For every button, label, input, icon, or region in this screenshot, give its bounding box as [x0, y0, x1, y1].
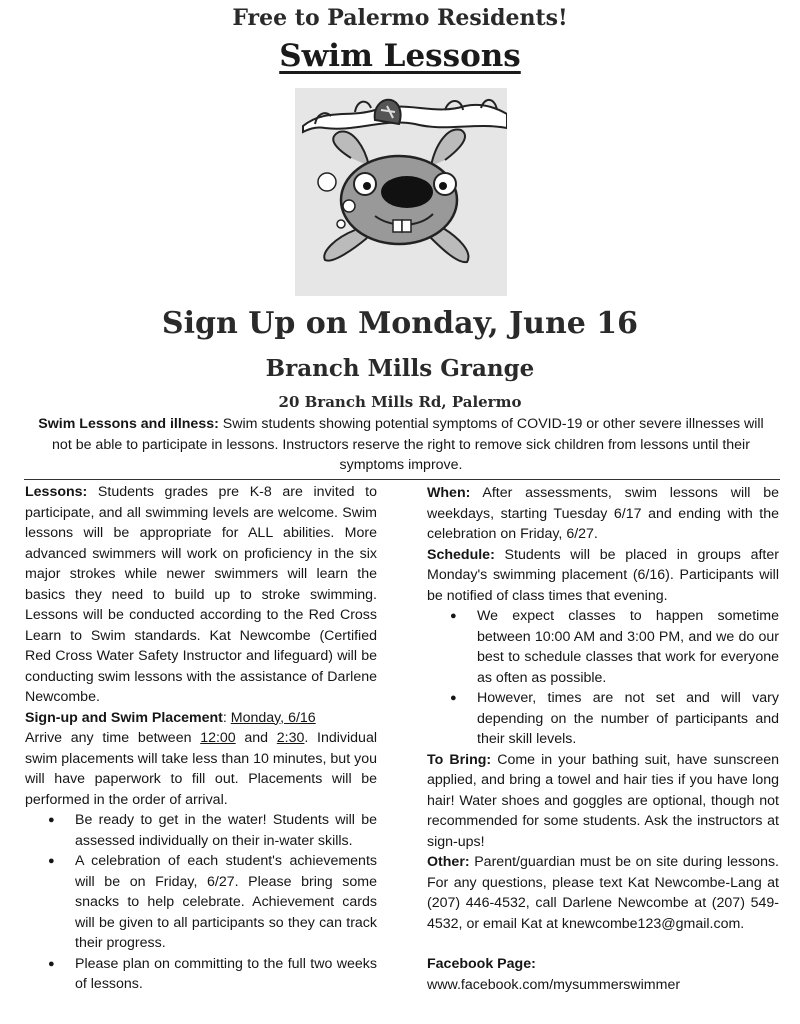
- facebook-url: www.facebook.com/mysummerswimmer: [427, 976, 681, 993]
- when-text: After assessments, swim lessons will be weekdays, starting Tuesday 6/17 and ending with the celebration on Friday, 6/27.: [427, 485, 779, 542]
- venue-name: Branch Mills Grange: [265, 355, 535, 382]
- spacer: [427, 934, 779, 954]
- list-item: ● We expect classes to happen sometime between 10:00 AM and 3:00 PM, and we do our best to schedule classes that work for everyone as often as possible.: [477, 606, 779, 688]
- when-paragraph: [427, 483, 779, 545]
- free-to-residents-heading: Free to Palermo Residents!: [232, 5, 568, 31]
- schedule-bullet-list: [427, 606, 779, 750]
- schedule-paragraph: [427, 545, 779, 607]
- venue-address: 20 Branch Mills Rd, Palermo: [278, 393, 522, 411]
- other-text: Parent/guardian must be on site during lessons. For any questions, please text Kat Newcombe-Lang at (207) 446-4532, call Darlene Newcombe at (207) 549-4532, or email Kat at knewcombe123@gmail.com.: [427, 854, 779, 932]
- section-divider: [24, 479, 780, 480]
- list-item: ● However, times are not set and will vary depending on the number of participants and their skill levels.: [477, 688, 779, 750]
- left-column: [25, 482, 377, 995]
- list-item: ● A celebration of each student's achievements will be on Friday, 6/27. Please bring some snacks to help celebrate. Achievement cards will be given to all participants so they can track their progress.: [75, 851, 377, 954]
- placement-start-time: 12:00: [200, 730, 236, 746]
- when-label: When:: [427, 485, 471, 501]
- placement-end-time: 2:30: [276, 730, 305, 746]
- placement-heading: [25, 708, 377, 729]
- other-label: Other:: [427, 854, 470, 870]
- facebook-url-line: [427, 975, 779, 996]
- illness-text: Swim students showing potential symptoms of COVID-19 or other severe illnesses will not be able to participate in lessons. Instructors reserve the right to remove sick children from lessons until their symptoms improve.: [52, 416, 764, 473]
- signup-date-heading: Sign Up on Monday, June 16: [161, 306, 639, 341]
- list-item: ● Please plan on committing to the full two weeks of lessons.: [75, 954, 377, 995]
- left-pupil: [363, 182, 371, 190]
- right-tooth: [402, 220, 411, 232]
- placement-date: Monday, 6/16: [230, 709, 316, 726]
- beaver-nose: [381, 176, 433, 208]
- placement-colon: :: [222, 709, 231, 726]
- page-title-text: Swim Lessons: [279, 38, 521, 74]
- bubble-medium: [343, 200, 355, 212]
- page-title: [0, 38, 800, 74]
- illness-label: Swim Lessons and illness:: [38, 416, 219, 432]
- left-tooth: [393, 220, 402, 232]
- placement-text-2: and: [235, 730, 277, 746]
- facebook-heading: [427, 954, 779, 975]
- right-pupil: [439, 182, 447, 190]
- schedule-text: Students will be placed in groups after Monday's swimming placement (6/16). Participants will be notified of class times that evening.: [427, 546, 779, 604]
- lessons-paragraph: [25, 482, 377, 708]
- placement-bullet-list: [25, 810, 377, 995]
- other-paragraph: [427, 852, 779, 934]
- swimming-beaver-illustration: [295, 88, 507, 296]
- list-item: ● Be ready to get in the water! Students will be assessed individually on their in-water skills.: [75, 810, 377, 851]
- lessons-label: Lessons:: [25, 484, 88, 500]
- bubble-large: [318, 173, 336, 191]
- placement-paragraph: [25, 728, 377, 810]
- to-bring-paragraph: [427, 750, 779, 853]
- facebook-label: Facebook Page:: [427, 956, 536, 972]
- bubble-small: [337, 220, 345, 228]
- placement-text-1: Arrive any time between: [25, 730, 201, 746]
- illness-notice: [38, 414, 764, 476]
- schedule-label: Schedule:: [427, 546, 495, 563]
- placement-label: Sign-up and Swim Placement: [25, 709, 223, 726]
- placement-text-3: . Individual swim placements will take less than 10 minutes, but you will have paperwork to fill out. Placements will be performed in the order of arrival.: [25, 730, 377, 808]
- right-column: [427, 483, 779, 995]
- to-bring-label: To Bring:: [427, 751, 492, 768]
- lessons-text: Students grades pre K-8 are invited to participate, and all swimming levels are welcome. Swim lessons will be appropriate for ALL abilities. More advanced swimmers will work on proficiency in the six major strokes while newer swimmers will learn the basics they need to build up to stroke swimming. Lessons will be conducted according to the Red Cross Learn to Swim standards. Kat Newcombe (Certified Red Cross Water Safety Instructor and lifeguard) will be conducting swim lessons with the assistance of Darlene Newcombe.: [25, 484, 377, 705]
- to-bring-text: Come in your bathing suit, have sunscreen applied, and bring a towel and hair ties if you have long hair! Water shoes and goggles are optional, though not recommended for some students. Ask the instructors at sign-ups!: [427, 751, 779, 850]
